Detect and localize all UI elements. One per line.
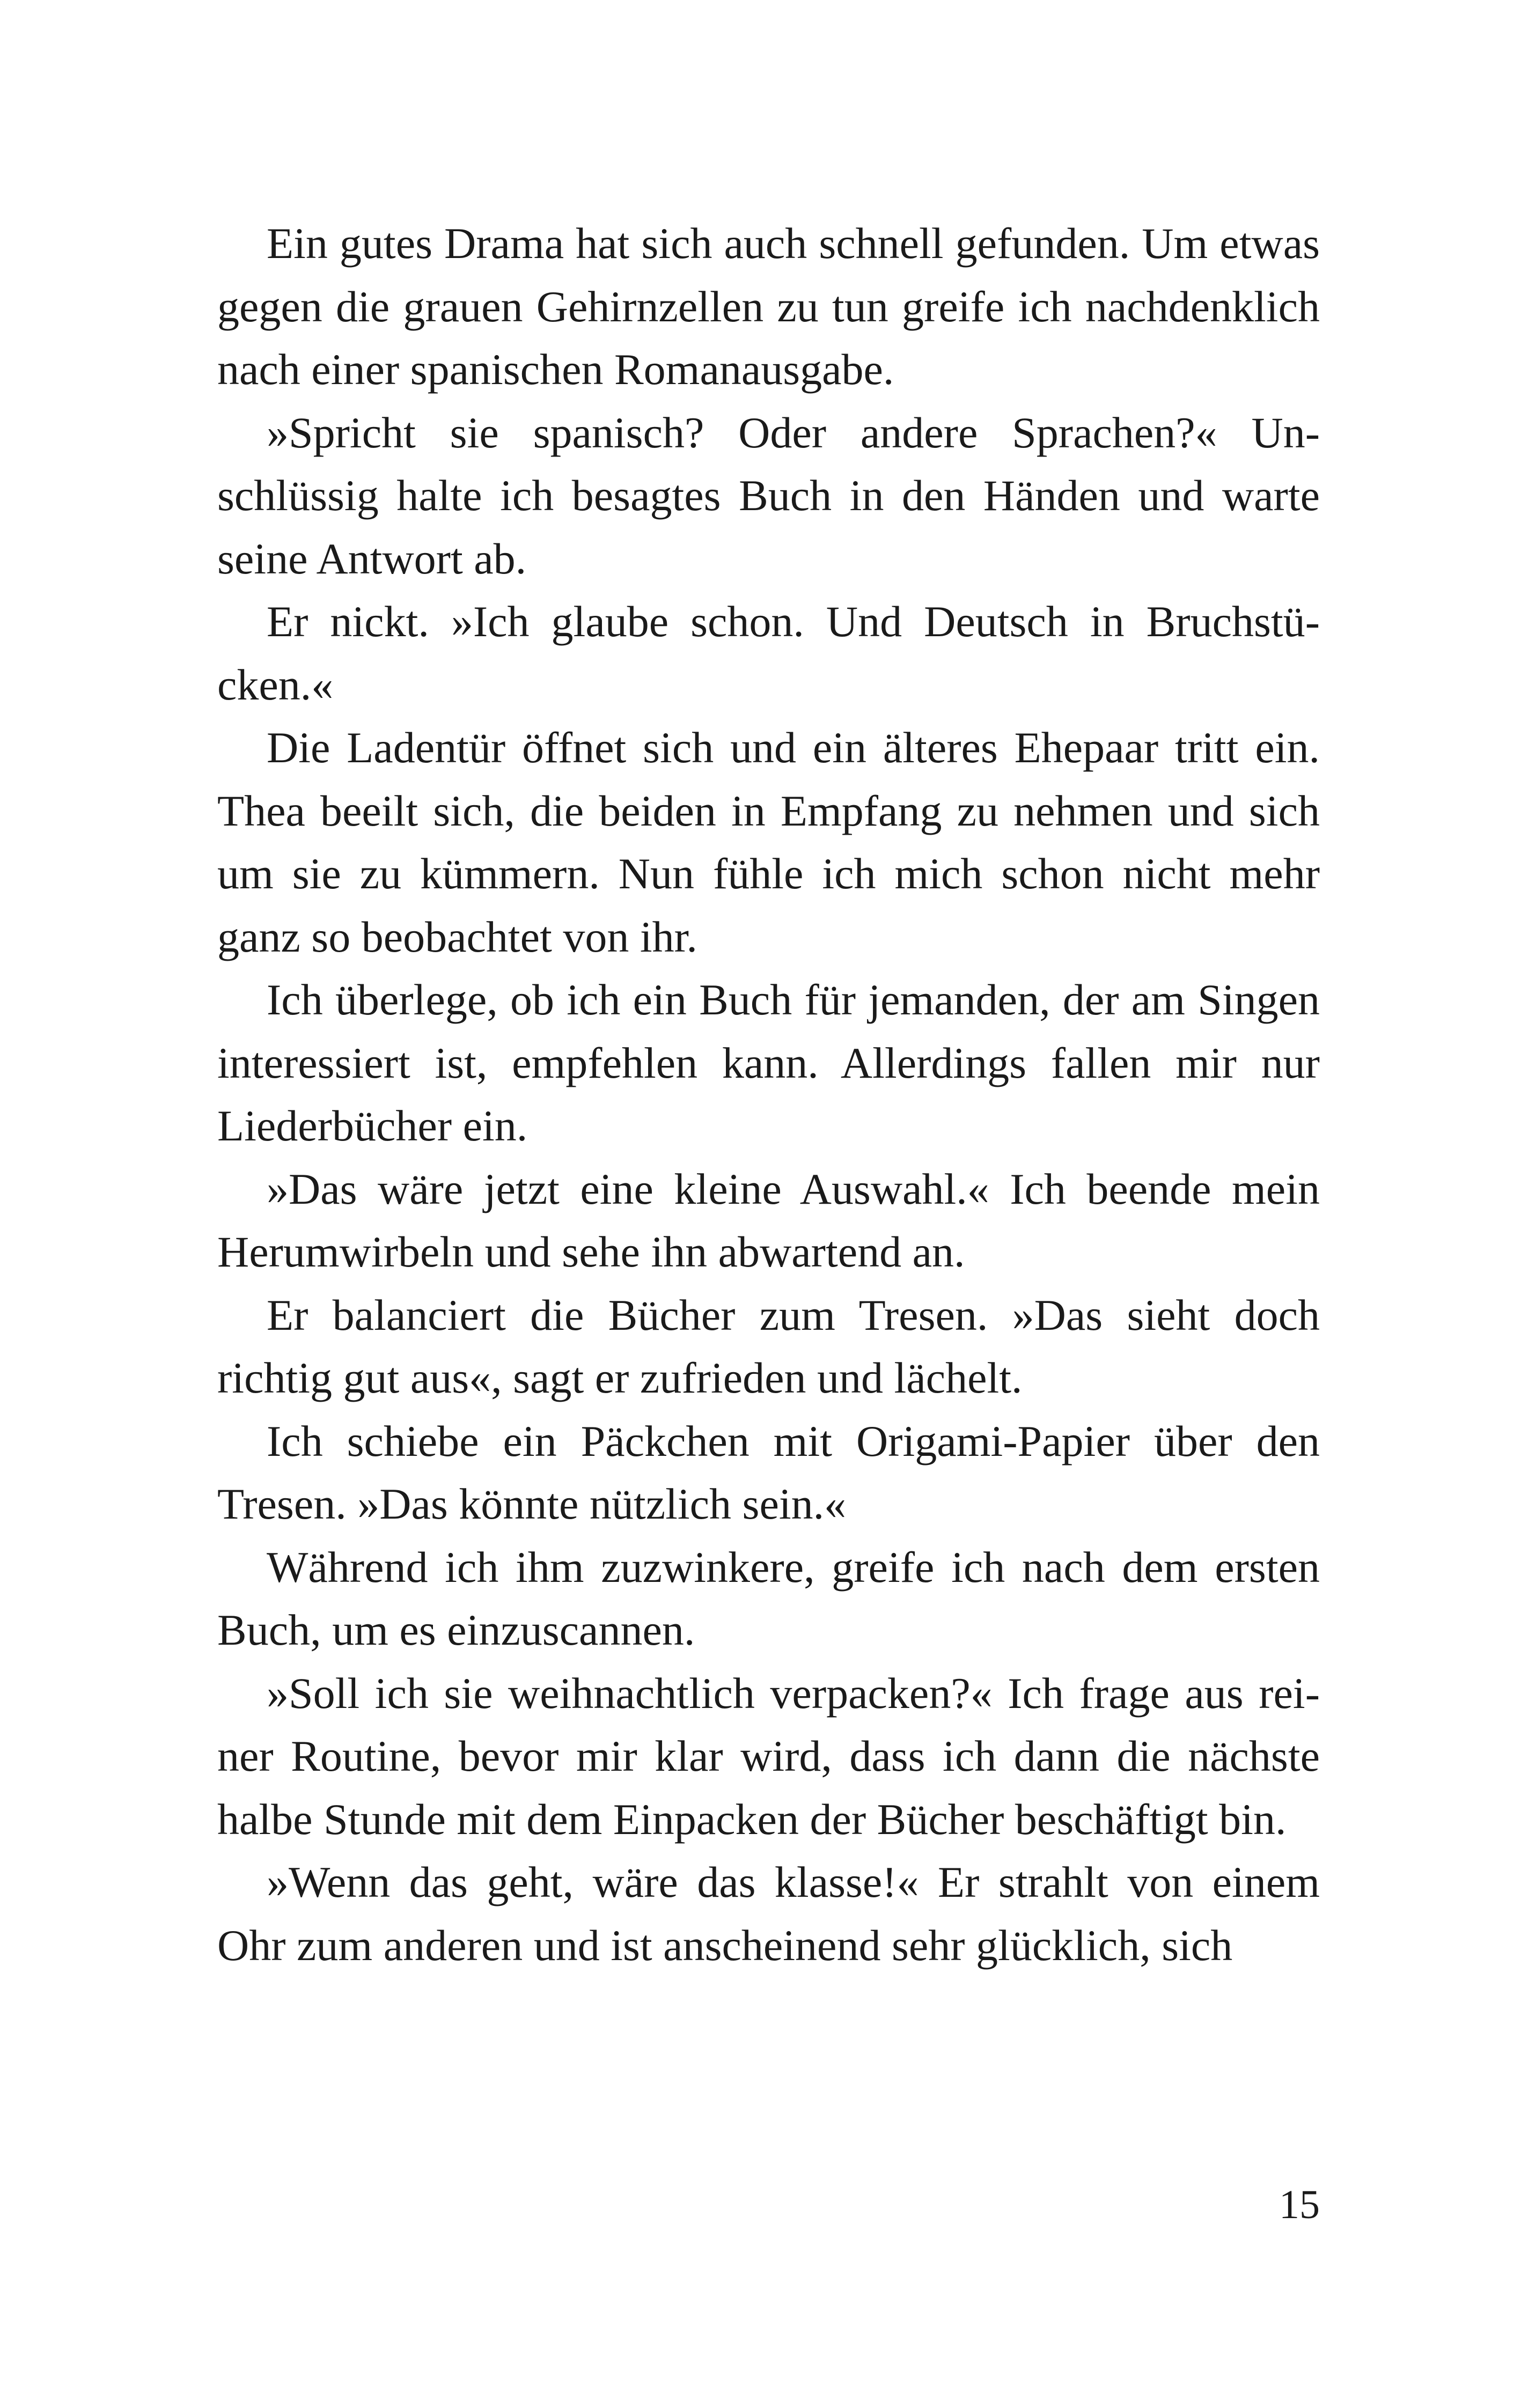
paragraph-9: Während ich ihm zuzwinkere, greife ich nach dem ersten Buch, um es einzuscannen. — [217, 1542, 1320, 1654]
body-text — [217, 212, 1320, 1977]
paragraph-2: »Spricht sie spanisch? Oder andere Sprachen?« Unschlüssig halte ich besagtes Buch in den Händen und warte seine Antwort ab. — [217, 408, 1320, 583]
paragraph-3: Er nickt. »Ich glaube schon. Und Deutsch in Bruchstücken.« — [217, 597, 1320, 709]
paragraph-5: Ich überlege, ob ich ein Buch für jemanden, der am Singen interessiert ist, empfehlen kann. Allerdings fallen mir nur Liederbücher ein. — [217, 975, 1320, 1150]
paragraph-7: Er balanciert die Bücher zum Tresen. »Das sieht doch richtig gut aus«, sagt er zufrieden und lächelt. — [217, 1290, 1320, 1402]
paragraph-8: Ich schiebe ein Päckchen mit Origami-Papier über den Tresen. »Das könnte nützlich sein.« — [217, 1416, 1320, 1528]
paragraph-4: Die Ladentür öffnet sich und ein älteres Ehepaar tritt ein. Thea beeilt sich, die beiden in Empfang zu nehmen und sich um sie zu kümmern. Nun fühle ich mich schon nicht mehr ganz so beobachtet von ihr. — [217, 723, 1320, 961]
paragraph-6: »Das wäre jetzt eine kleine Auswahl.« Ich beende mein Herumwirbeln und sehe ihn abwartend an. — [217, 1164, 1320, 1276]
paragraph-10: »Soll ich sie weihnachtlich verpacken?« Ich frage aus reiner Routine, bevor mir klar wird, dass ich dann die nächste halbe Stunde mit dem Einpacken der Bücher beschäftigt bin. — [217, 1668, 1320, 1844]
paragraph-1: Ein gutes Drama hat sich auch schnell gefunden. Um etwas gegen die grauen Gehirnzellen zu tun greife ich nachdenklich nach einer spanischen Romanausgabe. — [217, 219, 1320, 394]
paragraph-11: »Wenn das geht, wäre das klasse!« Er strahlt von einem Ohr zum anderen und ist anscheinend sehr glücklich, sich — [217, 1858, 1320, 1970]
page-number: 15 — [1279, 2182, 1320, 2227]
